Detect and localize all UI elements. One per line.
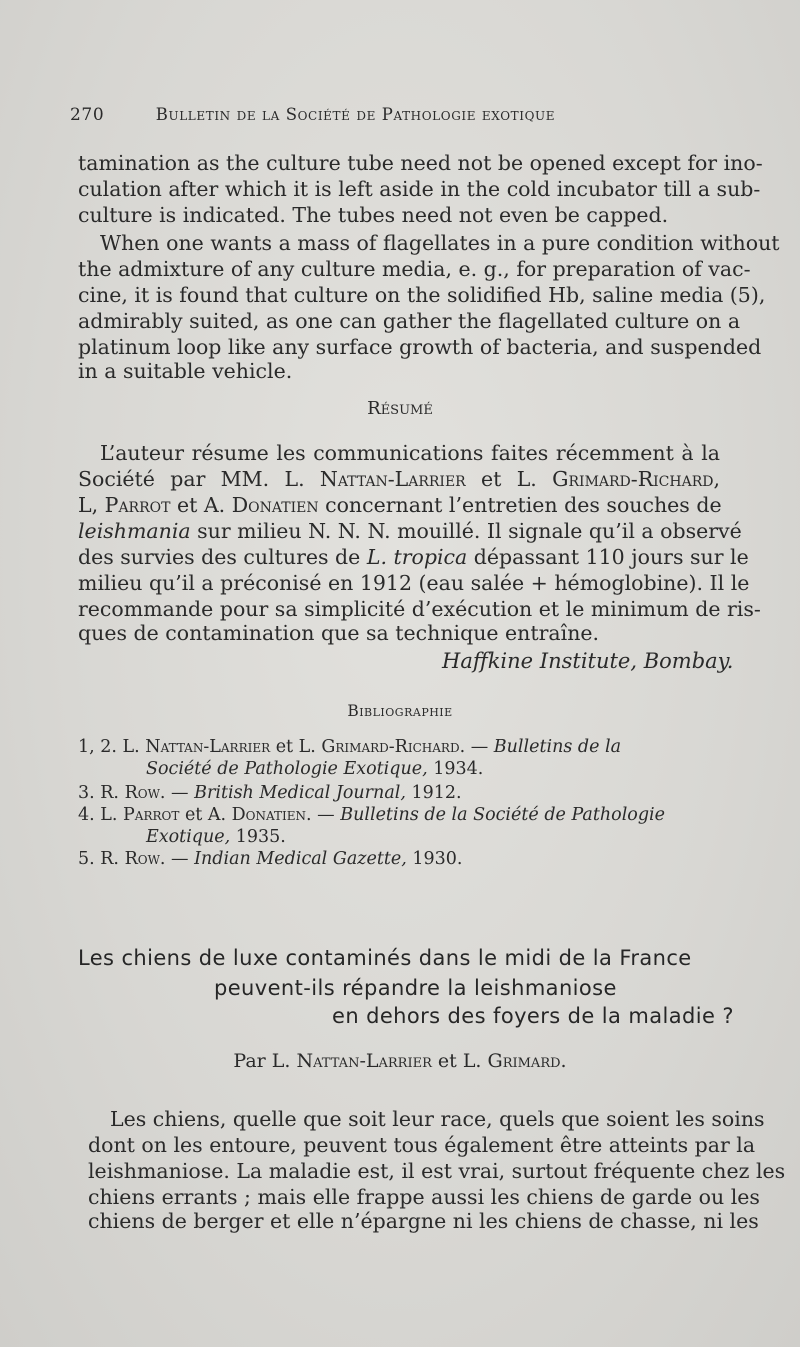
bibliography-heading: Bibliographie (347, 702, 453, 720)
resume-heading: Résumé (367, 398, 433, 419)
author-name: Nattan-Larrier (319, 467, 466, 491)
body-line: in a suitable vehicle. (78, 359, 293, 383)
body-line: platinum loop like any surface growth of bacteria, and suspended (78, 335, 762, 359)
journal-title: Bulletin de la Société de Pathologie exotique (155, 105, 556, 124)
author-name: Grimard. (487, 1050, 567, 1072)
bibliography-entry-continued: Exotique, 1935. (146, 827, 286, 847)
resume-line: milieu qu’il a préconisé en 1912 (eau salée + hémoglobine). Il le (78, 571, 750, 595)
author-name: Parrot (104, 493, 171, 517)
article-line: leishmaniose. La maladie est, il est vrai, surtout fréquente chez les (88, 1159, 786, 1183)
body-line: culation after which it is left aside in the cold incubator till a sub- (78, 177, 761, 201)
article-line: dont on les entoure, peuvent tous également être atteints par la (88, 1133, 756, 1157)
running-header (70, 105, 555, 125)
affiliation-signature: Haffkine Institute, Bombay. (442, 649, 734, 673)
bibliography-entry: 3. R. Row. — British Medical Journal, 1912. (78, 783, 462, 803)
article-title-line: en dehors des foyers de la maladie ? (332, 1004, 734, 1028)
species-name: L. tropica (366, 545, 468, 569)
article-line: Les chiens, quelle que soit leur race, quels que soient les soins (110, 1107, 765, 1131)
bibliography-entry: 5. R. Row. — Indian Medical Gazette, 1930. (78, 849, 463, 869)
author-name: Nattan-Larrier (296, 1050, 432, 1072)
resume-line: des survies des cultures de L. tropica dépassant 110 jours sur le (78, 545, 749, 569)
bibliography-entry: 1, 2. L. Nattan-Larrier et L. Grimard-Richard. — Bulletins de la (78, 737, 622, 757)
resume-line: Société par MM. L. Nattan-Larrier et L. Grimard-Richard, (78, 467, 720, 491)
resume-line: L’auteur résume les communications faites récemment à la (100, 441, 720, 465)
genus-name: leishmania (78, 519, 191, 543)
resume-line: leishmania sur milieu N. N. N. mouillé. Il signale qu’il a observé (78, 519, 742, 543)
author-name: Grimard-Richard, (552, 467, 720, 491)
bibliography-entry-continued: Société de Pathologie Exotique, 1934. (146, 759, 484, 779)
article-line: chiens errants ; mais elle frappe aussi les chiens de garde ou les (88, 1185, 760, 1209)
article-byline: Par L. Nattan-Larrier et L. Grimard. (233, 1050, 567, 1072)
body-line: culture is indicated. The tubes need not even be capped. (78, 203, 669, 227)
page-number: 270 (70, 105, 105, 125)
resume-line: ques de contamination que sa technique entraîne. (78, 621, 600, 645)
resume-line: L, Parrot et A. Donatien concernant l’entretien des souches de (78, 493, 722, 517)
body-line: the admixture of any culture media, e. g., for preparation of vac- (78, 257, 751, 281)
article-title-line: peuvent-ils répandre la leishmaniose (214, 976, 617, 1000)
article-title-line: Les chiens de luxe contaminés dans le midi de la France (78, 946, 692, 970)
body-line: cine, it is found that culture on the solidified Hb, saline media (5), (78, 283, 766, 307)
bibliography-entry: 4. L. Parrot et A. Donatien. — Bulletins de la Société de Pathologie (78, 805, 665, 825)
article-line: chiens de berger et elle n’épargne ni les chiens de chasse, ni les (88, 1209, 759, 1233)
resume-line: recommande pour sa simplicité d’exécution et le minimum de ris- (78, 597, 761, 621)
body-line: tamination as the culture tube need not be opened except for ino- (78, 151, 763, 175)
body-line: When one wants a mass of flagellates in a pure condition without (100, 231, 780, 255)
body-line: admirably suited, as one can gather the flagellated culture on a (78, 309, 741, 333)
author-name: Donatien (231, 493, 319, 517)
